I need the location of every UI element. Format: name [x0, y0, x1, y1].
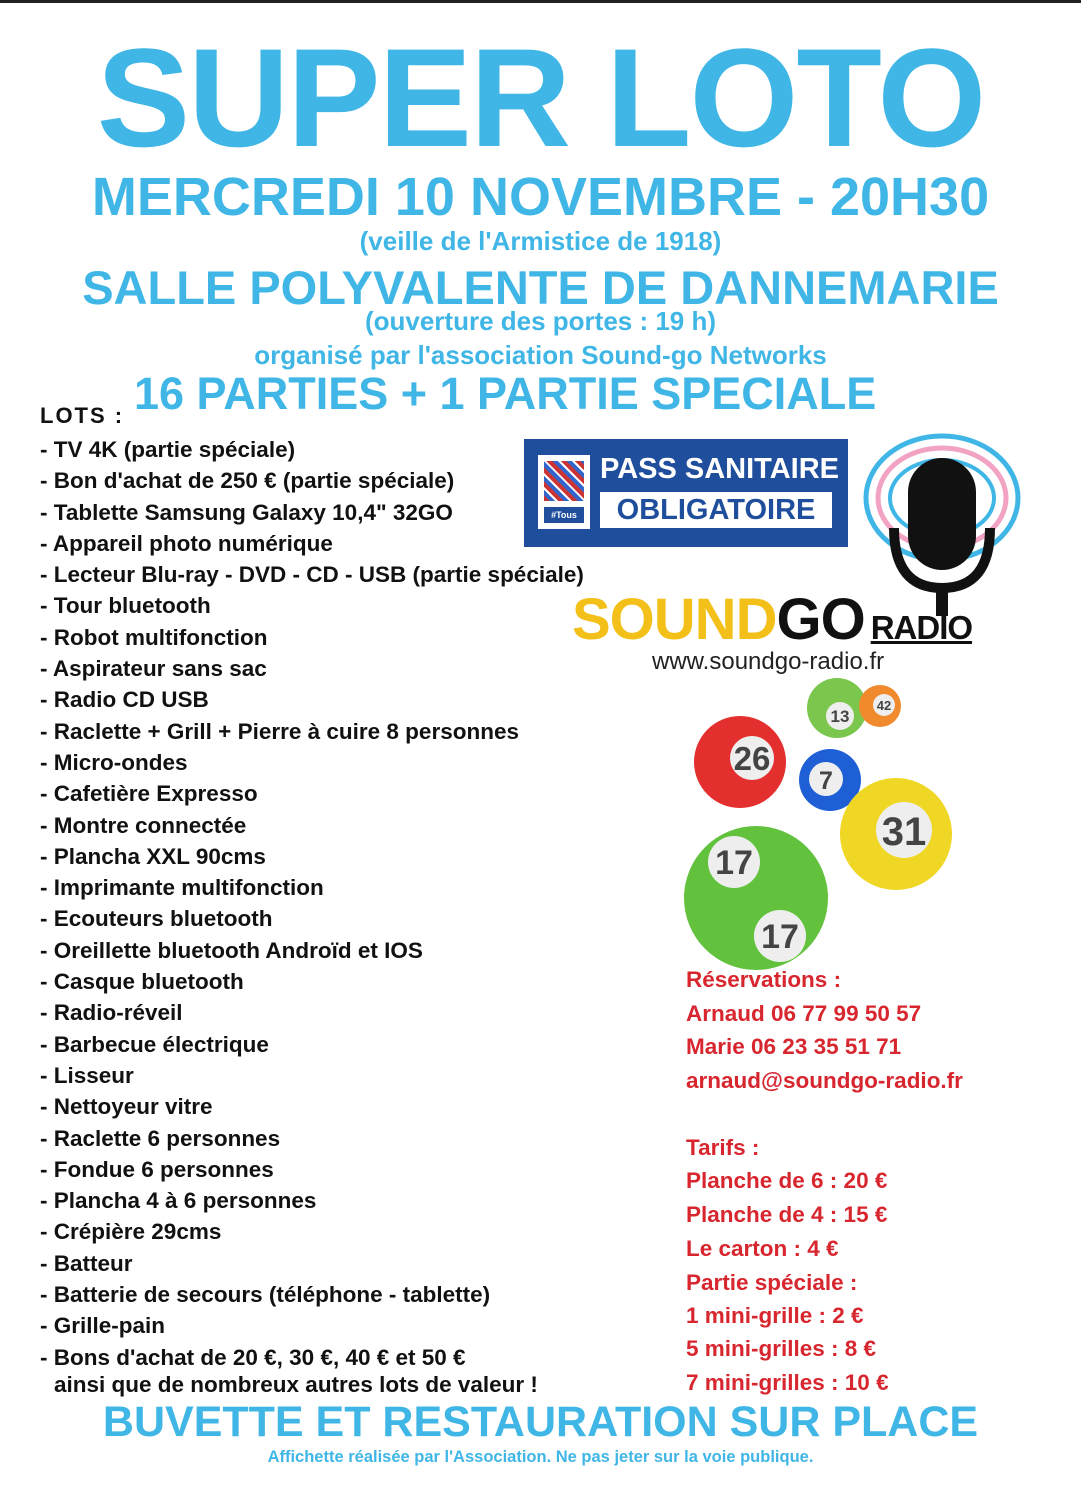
list-item: - Plancha 4 à 6 personnes: [40, 1188, 317, 1214]
ball-17-number-1: 17: [715, 844, 753, 882]
contact-marie: Marie 06 23 35 51 71: [686, 1034, 902, 1059]
tarif-item: 7 mini-grilles : 10 €: [686, 1370, 889, 1395]
tarif-item: 5 mini-grilles : 8 €: [686, 1336, 877, 1361]
list-item: - Aspirateur sans sac: [40, 656, 267, 682]
contact-email: arnaud@soundgo-radio.fr: [686, 1068, 963, 1093]
tarif-item: Planche de 6 : 20 €: [686, 1168, 888, 1193]
list-item: - Raclette + Grill + Pierre à cuire 8 personnes: [40, 718, 519, 744]
affichette-note: Affichette réalisée par l'Association. Ne pas jeter sur la voie publique.: [267, 1448, 814, 1466]
lottery-balls-illustration: [680, 672, 980, 972]
list-item: - Batteur: [40, 1250, 133, 1276]
mic-head: [908, 458, 976, 570]
list-item: - Crépière 29cms: [40, 1219, 222, 1245]
ball-13: [807, 678, 867, 738]
pass-line-1: PASS SANITAIRE: [600, 453, 840, 485]
list-item: - Oreillette bluetooth Androïd et IOS: [40, 937, 423, 963]
event-date: MERCREDI 10 NOVEMBRE - 20H30: [91, 167, 990, 227]
doors-opening: (ouverture des portes : 19 h): [364, 306, 717, 336]
list-item: - Lisseur: [40, 1062, 134, 1088]
list-item: - Tablette Samsung Galaxy 10,4" 32GO: [40, 499, 453, 525]
buvette-banner: BUVETTE ET RESTAURATION SUR PLACE: [102, 1398, 979, 1446]
list-item: - Bon d'achat de 250 € (partie spéciale): [40, 468, 455, 494]
contact-arnaud: Arnaud 06 77 99 50 57: [686, 1001, 922, 1026]
list-item: - TV 4K (partie spéciale): [40, 437, 296, 462]
lots-more: ainsi que de nombreux autres lots de valeur !: [54, 1372, 538, 1397]
list-item: - Ecouteurs bluetooth: [40, 906, 273, 932]
qr-code-icon: [538, 455, 590, 529]
event-venue: SALLE POLYVALENTE DE DANNEMARIE: [82, 261, 999, 314]
tarif-item: Partie spéciale :: [686, 1270, 858, 1295]
ball-31: [840, 778, 952, 890]
ball-17-number-2: 17: [761, 918, 799, 956]
list-item: - Radio-réveil: [40, 1000, 183, 1026]
list-item: - Radio CD USB: [40, 687, 209, 713]
event-note: (veille de l'Armistice de 1918): [359, 226, 722, 256]
list-item: - Lecteur Blu-ray - DVD - CD - USB (partie spéciale): [40, 562, 584, 588]
ball-17: [684, 826, 828, 970]
logo-go: GO: [776, 587, 865, 652]
tous-badge: #Tous: [544, 507, 584, 523]
logo-sound: SOUND: [572, 587, 777, 652]
lots-list: [40, 434, 584, 1373]
pass-line-2: OBLIGATOIRE: [600, 492, 832, 528]
tarifs-label: Tarifs :: [686, 1135, 760, 1160]
list-item: - Bons d'achat de 20 €, 30 €, 40 € et 50 €: [40, 1344, 466, 1370]
website-url: www.soundgo-radio.fr: [652, 648, 885, 675]
list-item: - Batterie de secours (téléphone - tablette): [40, 1282, 491, 1308]
list-item: - Nettoyeur vitre: [40, 1094, 213, 1120]
list-item: - Grille-pain: [40, 1313, 166, 1339]
list-item: - Imprimante multifonction: [40, 875, 324, 901]
list-item: - Montre connectée: [40, 812, 247, 838]
organizer: organisé par l'association Sound-go Networks: [254, 340, 827, 370]
tarif-item: Le carton : 4 €: [686, 1236, 839, 1261]
pass-sanitaire-banner: [524, 439, 848, 547]
list-item: - Cafetière Expresso: [40, 781, 258, 807]
list-item: - Robot multifonction: [40, 624, 268, 650]
logo-radio: RADIO: [870, 609, 973, 646]
ball-42-number: 42: [876, 698, 892, 713]
ball-42: [859, 685, 901, 727]
ball-26-number: 26: [733, 740, 771, 777]
ball-31-number: 31: [881, 810, 927, 854]
list-item: - Barbecue électrique: [40, 1031, 269, 1057]
tarif-item: Planche de 4 : 15 €: [686, 1202, 888, 1227]
list-item: - Plancha XXL 90cms: [40, 843, 266, 869]
list-item: - Tour bluetooth: [40, 593, 211, 619]
reservations-label: Réservations :: [686, 967, 842, 992]
ball-13-number: 13: [830, 707, 850, 726]
list-item: - Casque bluetooth: [40, 969, 244, 995]
ball-7-number: 7: [819, 767, 833, 795]
top-border: [0, 0, 1081, 3]
ball-26: [694, 716, 786, 808]
list-item: - Raclette 6 personnes: [40, 1125, 281, 1151]
list-item: - Micro-ondes: [40, 749, 188, 775]
list-item: - Appareil photo numérique: [40, 530, 333, 556]
lots-label: LOTS :: [40, 403, 125, 428]
games-count: 16 PARTIES + 1 PARTIE SPECIALE: [134, 368, 877, 419]
qr-pattern: [544, 461, 584, 501]
poster-title: SUPER LOTO: [96, 19, 985, 176]
list-item: - Fondue 6 personnes: [40, 1156, 274, 1182]
tarif-item: 1 mini-grille : 2 €: [686, 1303, 864, 1328]
